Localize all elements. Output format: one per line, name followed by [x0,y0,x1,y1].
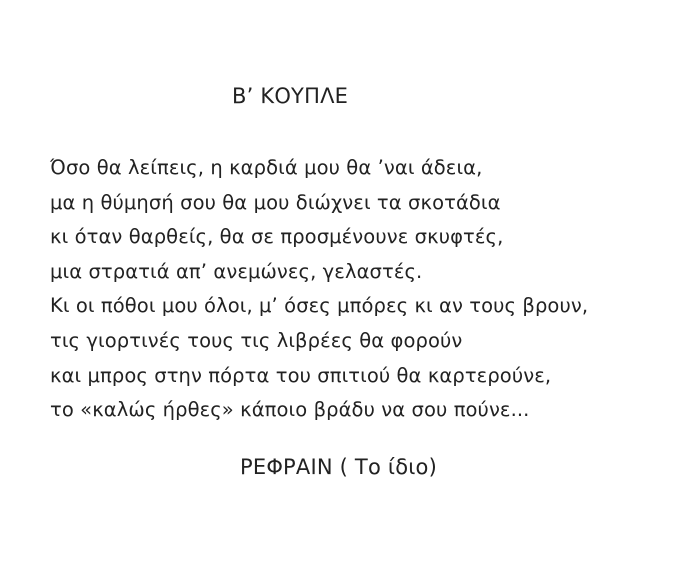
verse-line: και μπρος στην πόρτα του σπιτιού θα καρτερούνε, [50,363,552,387]
verse-line: κι όταν θαρθείς, θα σε προσμένουνε σκυφτές, [50,225,504,249]
verse-block [50,151,670,428]
verse-line: Όσο θα λείπεις, η καρδιά μου θα ’ναι άδεια, [50,156,483,179]
verse-line: μια στρατιά απ’ ανεμώνες, γελαστές. [50,259,423,283]
verse-line: το «καλώς ήρθες» κάποιο βράδυ να σου πούνε... [50,398,530,422]
refrain-note: ΡΕΦΡΑΙΝ ( Το ίδιο) [240,455,437,479]
verse-line: Κι οι πόθοι μου όλοι, μ’ όσες μπόρες κι αν τους βρουν, [50,294,589,318]
verse-line: μα η θύμησή σου θα μου διώχνει τα σκοτάδια [50,190,501,214]
verse-line: τις γιορτινές τους τις λιβρέες θα φορούν [50,328,463,352]
verse-heading: Β’ ΚΟΥΠΛΕ [232,84,349,108]
